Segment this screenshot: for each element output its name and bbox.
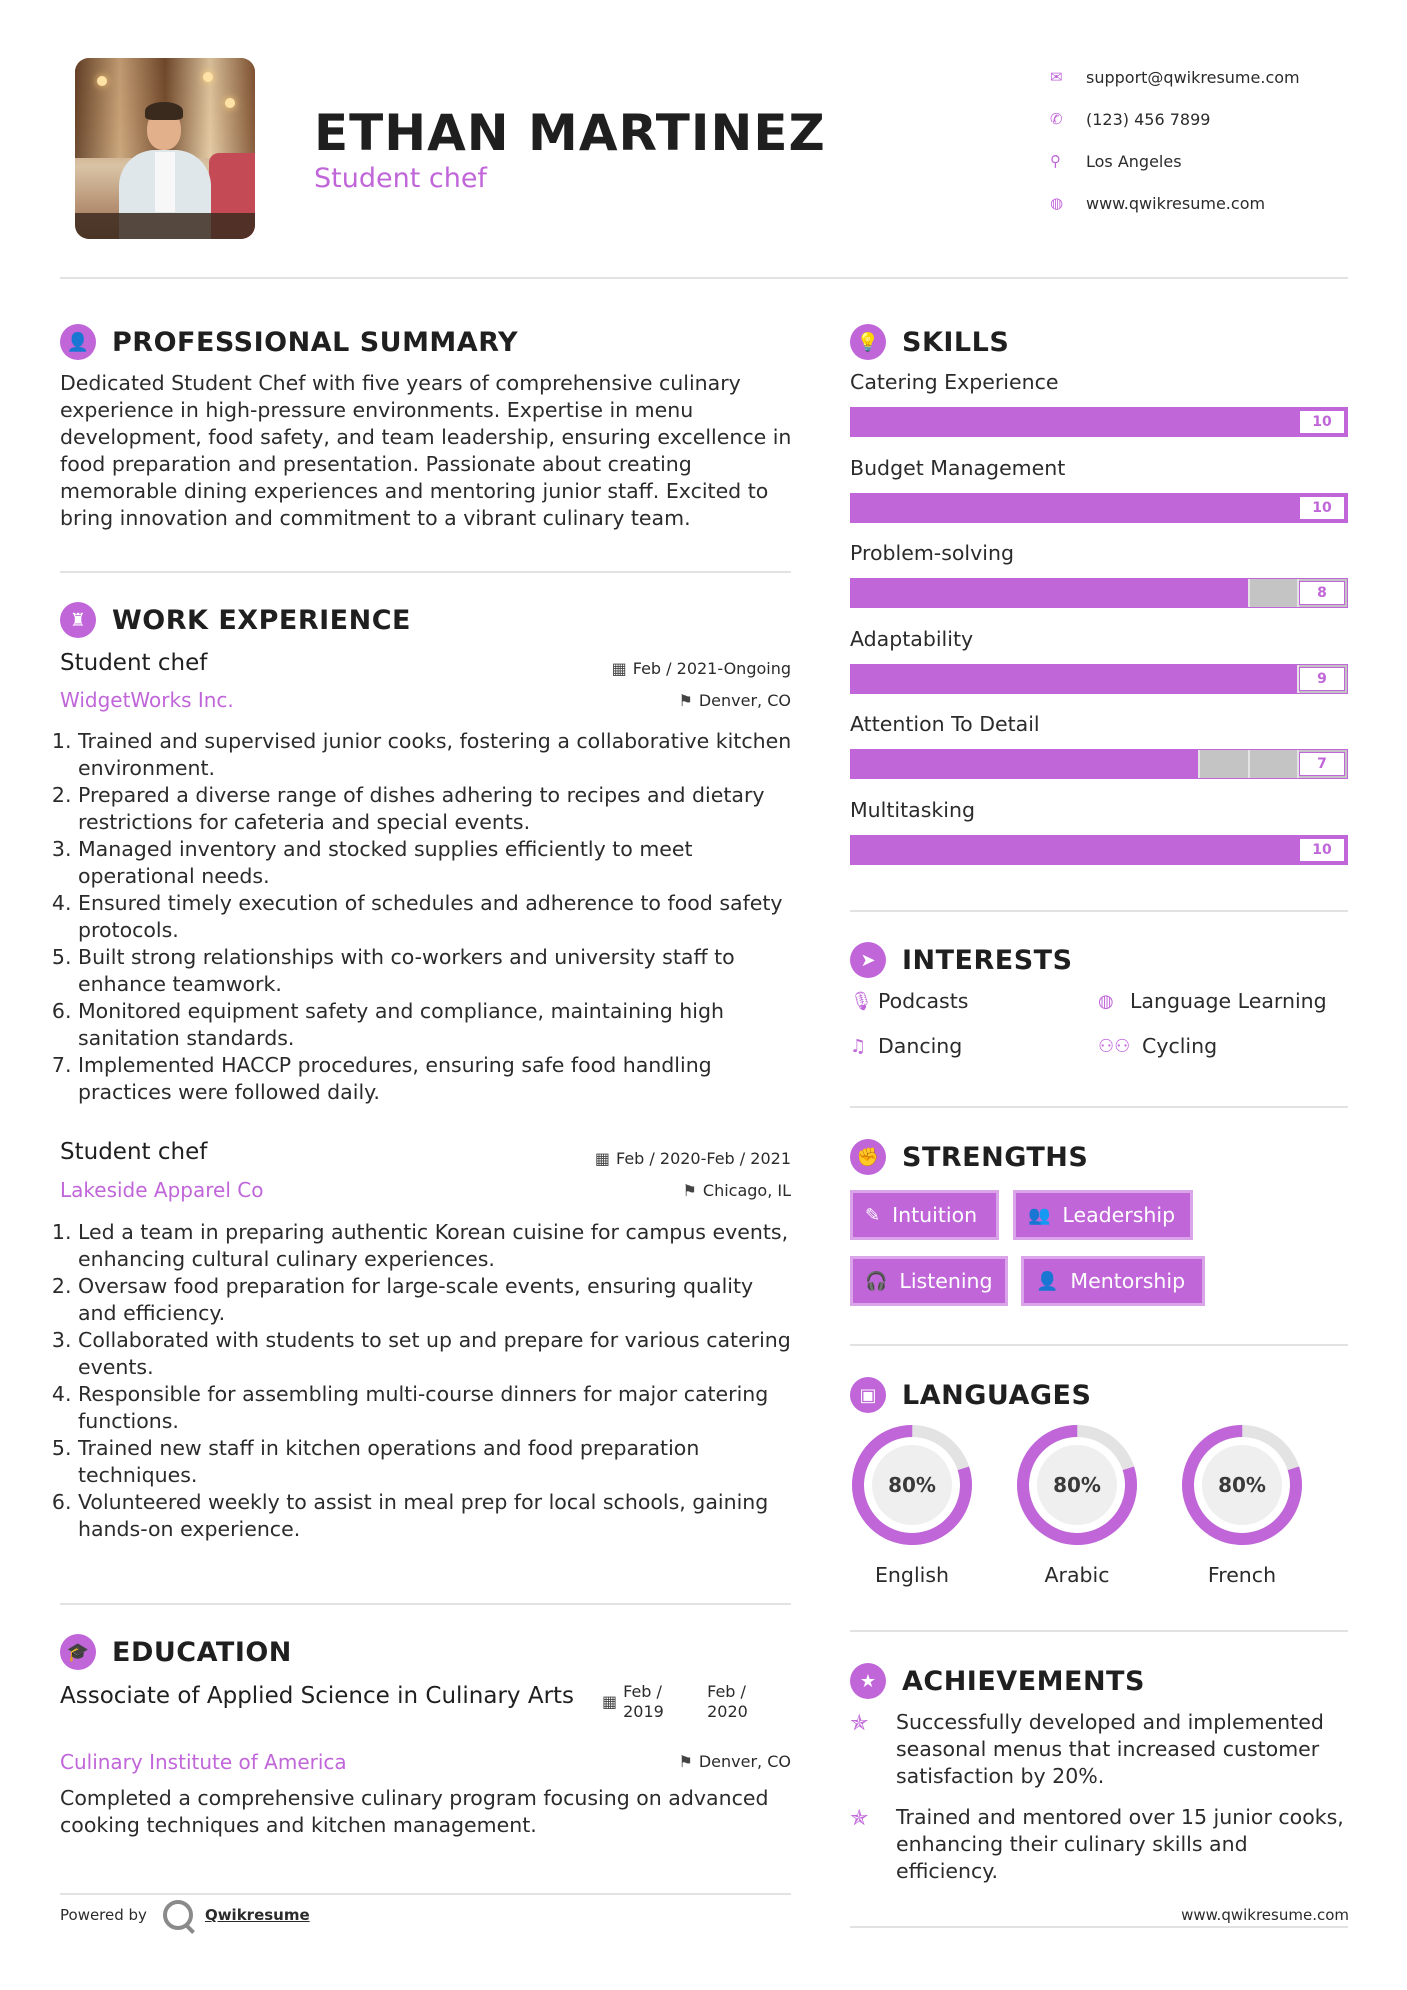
achievement-item: ✯ Successfully developed and implemented seasonal menus that increased customer satisfaction by 20%.	[850, 1710, 1324, 1788]
skill-bar	[850, 407, 1348, 437]
profile-photo	[75, 58, 255, 239]
interests-divider	[850, 1106, 1348, 1108]
skill-score: 10	[1299, 496, 1345, 520]
job-location: ⚑ Denver, CO	[678, 691, 791, 710]
list-item: 2. Oversaw food preparation for large-scale events, ensuring quality and efficiency.	[78, 1273, 796, 1327]
skill-bar-segment	[1248, 750, 1250, 778]
summary-text: Dedicated Student Chef with five years of comprehensive culinary experience in high-pressure environments. Expertise in menu development, food safety, and team leadership, ensuring excellence in food preparation and presentation. Passionate about creating memorable dining experiences and mentoring junior staff. Excited to bring innovation and commitment to a vibrant culinary team.	[60, 371, 792, 530]
contact-phone[interactable]: ✆ (123) 456 7899	[1050, 109, 1211, 129]
footer-divider-left	[60, 1893, 791, 1895]
footer-url[interactable]: www.qwikresume.com	[1181, 1906, 1349, 1924]
paper-plane-icon: ➤	[850, 942, 886, 978]
list-item: 4. Ensured timely execution of schedules and adherence to food safety protocols.	[78, 890, 796, 944]
list-item: 5. Trained new staff in kitchen operations and food preparation techniques.	[78, 1435, 796, 1489]
skill-bar-fill	[851, 750, 1198, 778]
interest-item: 🎙 Podcasts	[850, 989, 969, 1013]
job-title: Student chef	[60, 650, 208, 676]
skill-bar	[850, 835, 1348, 865]
job-company: WidgetWorks Inc.	[60, 688, 234, 712]
list-item: 4. Responsible for assembling multi-course dinners for major catering functions.	[78, 1381, 796, 1435]
skill-score: 9	[1299, 667, 1345, 691]
languages-heading: ▣ LANGUAGES	[850, 1377, 1091, 1413]
education-location: ⚑ Denver, CO	[678, 1752, 791, 1771]
pushpin-icon: ⚑	[678, 691, 693, 710]
degree-title: Associate of Applied Science in Culinary Arts	[60, 1683, 575, 1709]
qwikresume-link[interactable]: Qwikresume	[204, 1906, 310, 1924]
skill-label: Attention To Detail	[850, 712, 1040, 736]
list-item: 1. Trained and supervised junior cooks, fostering a collaborative kitchen environment.	[78, 728, 796, 782]
skill-bar	[850, 749, 1348, 779]
skill-bar-fill	[851, 665, 1297, 693]
candidate-name: ETHAN MARTINEZ	[314, 104, 826, 162]
job-dates: ▦ Feb / 2021-Ongoing	[611, 659, 791, 678]
music-note-icon: ♫	[850, 1035, 867, 1057]
user-plus-icon: 👤	[1036, 1270, 1059, 1292]
languages-divider	[850, 1630, 1348, 1632]
interests-heading: ➤ INTERESTS	[850, 942, 1073, 978]
job-location: ⚑ Chicago, IL	[682, 1181, 791, 1200]
users-icon: 👥	[1028, 1204, 1051, 1226]
skill-bar	[850, 664, 1348, 694]
candidate-title: Student chef	[314, 163, 487, 194]
globe-icon: ◍	[1050, 194, 1064, 212]
skill-score: 7	[1299, 752, 1345, 776]
list-item: 3. Managed inventory and stocked supplies efficiently to meet operational needs.	[78, 836, 796, 890]
briefcase-icon: ♜	[60, 602, 96, 638]
skills-divider	[850, 910, 1348, 912]
job-bullets	[56, 728, 796, 1106]
summary-heading: 👤 PROFESSIONAL SUMMARY	[60, 324, 518, 360]
education-dates: ▦ Feb / 2019 Feb / 2020	[602, 1682, 748, 1721]
language-english: 80% English	[850, 1423, 974, 1547]
education-heading: 🎓 EDUCATION	[60, 1634, 292, 1670]
skill-label: Budget Management	[850, 455, 1066, 480]
skill-bar-segment	[1248, 579, 1250, 607]
skill-bar	[850, 493, 1348, 523]
shooting-star-icon: ✯	[850, 1711, 869, 1736]
skill-label: Multitasking	[850, 797, 975, 822]
education-text: Completed a comprehensive culinary program focusing on advanced cooking techniques and kitchen management.	[60, 1786, 769, 1837]
headphones-icon: 🎧	[865, 1270, 888, 1292]
skill-score: 10	[1299, 838, 1345, 862]
list-item: 6. Monitored equipment safety and compliance, maintaining high sanitation standards.	[78, 998, 796, 1052]
interest-item: ◍ Language Learning	[1098, 989, 1327, 1013]
fist-icon: ✊	[850, 1139, 886, 1175]
contact-website[interactable]: ◍ www.qwikresume.com	[1050, 193, 1266, 213]
job-dates: ▦ Feb / 2020-Feb / 2021	[594, 1149, 791, 1168]
strengths-heading: ✊ STRENGTHS	[850, 1139, 1088, 1175]
work-divider	[60, 1603, 791, 1605]
envelope-icon: ✉	[1050, 68, 1063, 86]
powered-by: Powered by Qwikresume	[60, 1900, 310, 1930]
magic-wand-icon: ✎	[865, 1204, 881, 1226]
interest-item: ⚇⚇ Cycling	[1098, 1034, 1218, 1058]
microphone-icon: 🎙	[850, 990, 873, 1012]
lightbulb-icon: 💡	[850, 324, 886, 360]
skills-heading: 💡 SKILLS	[850, 324, 1009, 360]
list-item: 6. Volunteered weekly to assist in meal prep for local schools, gaining hands-on experience.	[78, 1489, 796, 1543]
graduation-cap-icon: 🎓	[60, 1634, 96, 1670]
language-card-icon: ▣	[850, 1377, 886, 1413]
skill-label: Adaptability	[850, 626, 974, 651]
bicycle-icon: ⚇⚇	[1098, 1035, 1131, 1057]
language-arabic: 80% Arabic	[1015, 1423, 1139, 1547]
header-divider	[60, 277, 1348, 279]
list-item: 3. Collaborated with students to set up and prepare for various catering events.	[78, 1327, 796, 1381]
user-icon: 👤	[60, 324, 96, 360]
strength-tag: 👤 Mentorship	[1021, 1256, 1205, 1306]
skill-score: 10	[1299, 410, 1345, 434]
list-item: 5. Built strong relationships with co-workers and university staff to enhance teamwork.	[78, 944, 796, 998]
calendar-icon: ▦	[611, 659, 627, 678]
achievement-item: ✯ Trained and mentored over 15 junior cooks, enhancing their culinary skills and efficiency.	[850, 1805, 1344, 1883]
language-french: 80% French	[1180, 1423, 1304, 1547]
globe-icon: ◍	[1098, 990, 1114, 1012]
list-item: 2. Prepared a diverse range of dishes adhering to recipes and dietary restrictions for cafeteria and special events.	[78, 782, 796, 836]
calendar-icon: ▦	[602, 1692, 618, 1711]
contact-list	[1050, 56, 1300, 224]
pushpin-icon: ⚑	[682, 1181, 697, 1200]
skill-label: Catering Experience	[850, 370, 1059, 394]
calendar-icon: ▦	[594, 1149, 610, 1168]
job-bullets	[56, 1219, 796, 1543]
job-company: Lakeside Apparel Co	[60, 1178, 264, 1202]
education-school: Culinary Institute of America	[60, 1750, 347, 1774]
strength-tag: ✎ Intuition	[850, 1190, 999, 1240]
skill-label: Problem-solving	[850, 541, 1014, 565]
star-badge-icon: ★	[850, 1663, 886, 1699]
work-heading: ♜ WORK EXPERIENCE	[60, 602, 411, 638]
summary-divider	[60, 571, 791, 573]
shooting-star-icon: ✯	[850, 1806, 869, 1831]
list-item: 1. Led a team in preparing authentic Korean cuisine for campus events, enhancing cultural culinary experiences.	[78, 1219, 796, 1273]
phone-icon: ✆	[1050, 110, 1063, 128]
achievements-heading: ★ ACHIEVEMENTS	[850, 1663, 1145, 1699]
skill-score: 8	[1299, 581, 1345, 605]
skill-bar	[850, 578, 1348, 608]
strengths-divider	[850, 1344, 1348, 1346]
qwikresume-logo-icon	[163, 1900, 193, 1930]
pushpin-icon: ⚑	[678, 1752, 693, 1771]
interest-item: ♫ Dancing	[850, 1034, 963, 1058]
skill-bar-segment	[1198, 750, 1200, 778]
strength-tag: 🎧 Listening	[850, 1256, 1008, 1306]
job-title: Student chef	[60, 1139, 208, 1165]
contact-location: ⚲ Los Angeles	[1050, 151, 1182, 171]
strength-tag: 👥 Leadership	[1013, 1190, 1193, 1240]
footer-divider-right	[850, 1926, 1348, 1928]
location-pin-icon: ⚲	[1050, 152, 1061, 170]
contact-email[interactable]: ✉ support@qwikresume.com	[1050, 67, 1300, 87]
list-item: 7. Implemented HACCP procedures, ensuring safe food handling practices were followed daily.	[78, 1052, 796, 1106]
